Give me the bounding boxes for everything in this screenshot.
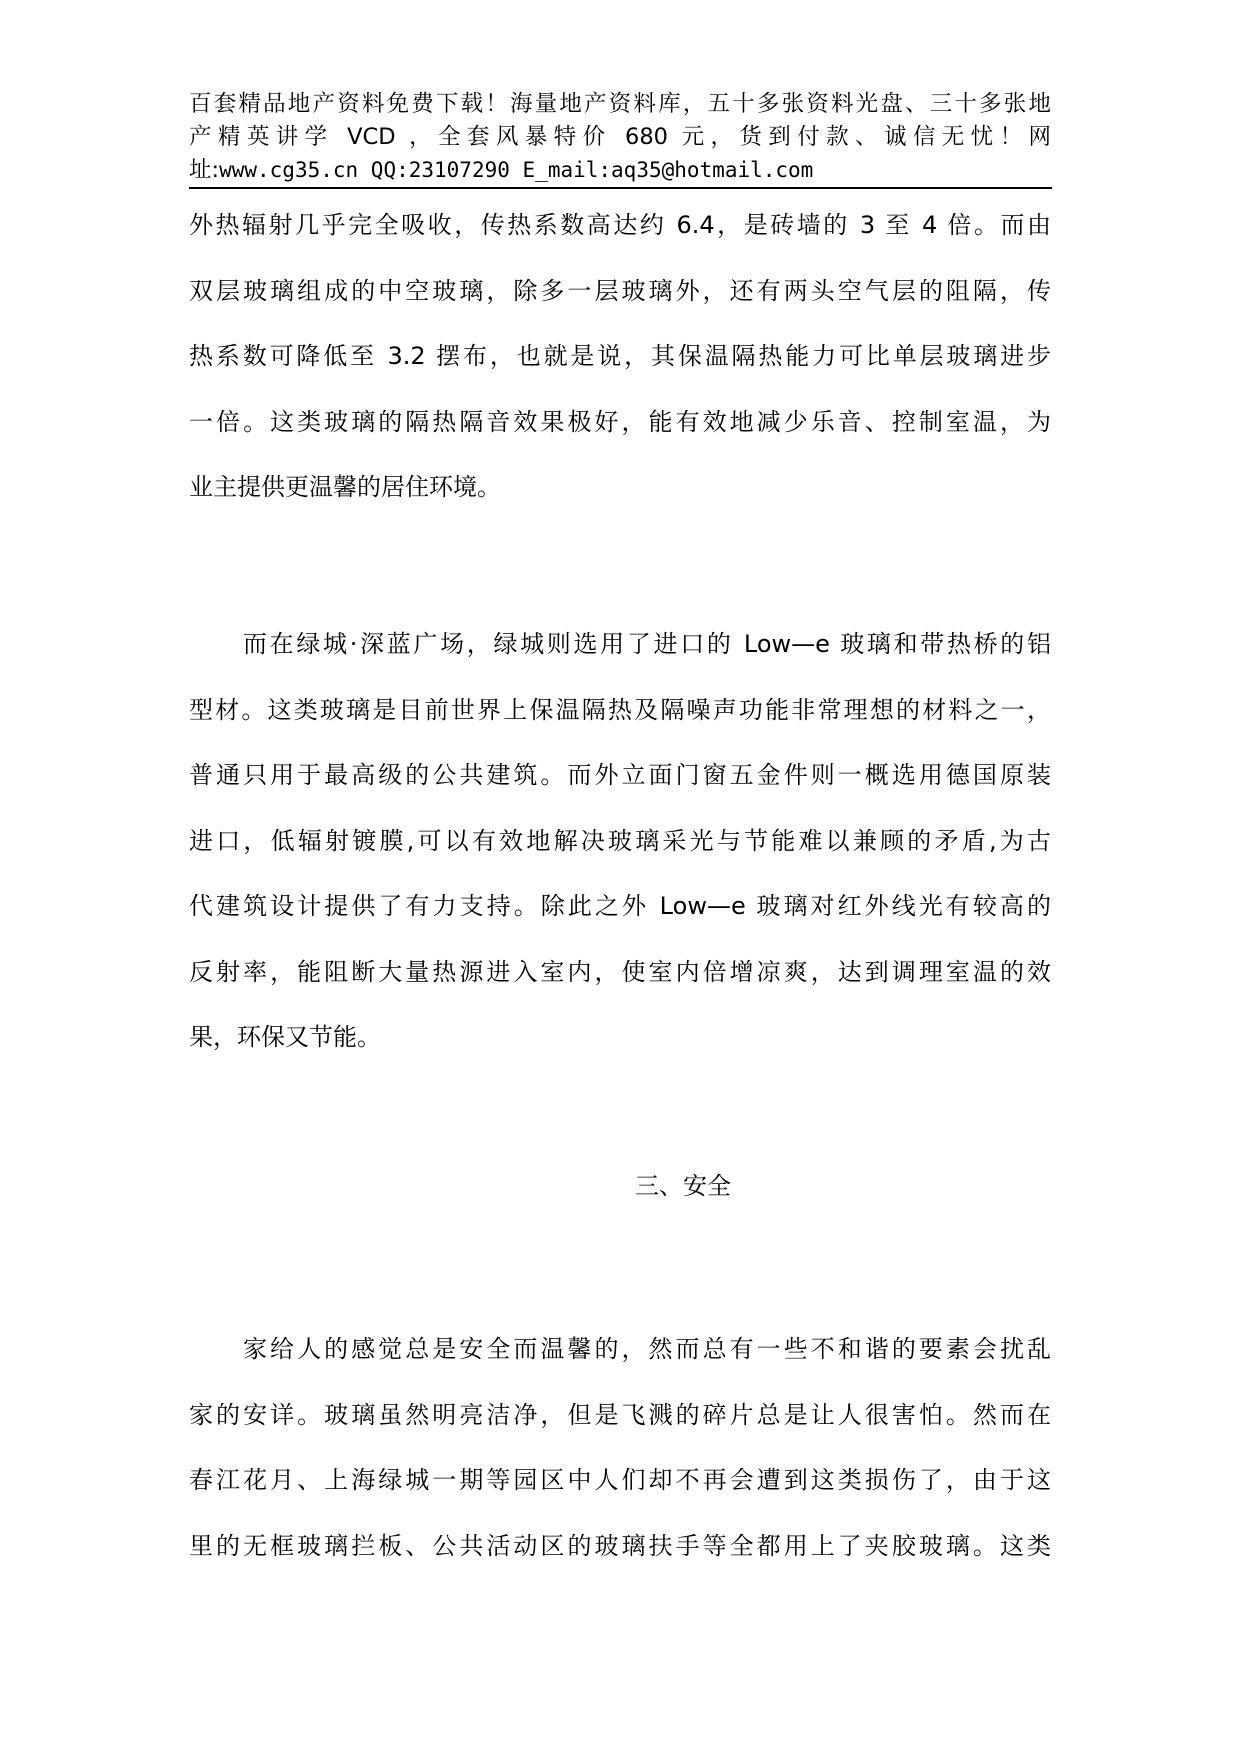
paragraph-line: 业主提供更温馨的居住环境。 — [189, 473, 501, 501]
paragraph-line: 家的安详。玻璃虽然明亮洁净，但是飞溅的碎片总是让人很害怕。然而在 — [189, 1400, 1051, 1429]
section-heading: 三、安全 — [635, 1172, 731, 1200]
paragraph-line: 果，环保又节能。 — [189, 1023, 381, 1051]
paragraph-line: 热系数可降低至 3.2 摆布，也就是说，其保温隔热能力可比单层玻璃进步 — [189, 342, 1051, 370]
paragraph-line: 而在绿城·深蓝广场，绿城则选用了进口的 Low—e 玻璃和带热桥的铝 — [243, 630, 1051, 658]
header-contact-info: www.cg35.cn QQ:23107290 E_mail:aq35@hotmail.com — [219, 158, 814, 182]
paragraph-line: 双层玻璃组成的中空玻璃，除多一层玻璃外，还有两头空气层的阻隔，传 — [189, 276, 1051, 305]
paragraph-3 — [189, 1317, 1051, 1579]
paragraph-line: 代建筑设计提供了有力支持。除此之外 Low—e 玻璃对红外线光有较高的 — [189, 892, 1051, 920]
paragraph-line: 反射率，能阻断大量热源进入室内，使室内倍增凉爽，达到调理室温的效 — [189, 957, 1051, 986]
paragraph-line: 型材。这类玻璃是目前世界上保温隔热及隔噪声功能非常理想的材料之一， — [189, 695, 1051, 724]
paragraph-line: 一倍。这类玻璃的隔热隔音效果极好，能有效地减少乐音、控制室温，为 — [189, 407, 1051, 436]
paragraph-2 — [189, 612, 1051, 1071]
header-line-2: 产精英讲学 VCD ，全套风暴特价 680 元，货到付款、诚信无忧！网 — [189, 124, 1051, 150]
paragraph-line: 进口，低辐射镀膜,可以有效地解决玻璃采光与节能难以兼顾的矛盾,为古 — [189, 826, 1051, 855]
paragraph-line: 外热辐射几乎完全吸收，传热系数高达约 6.4，是砖墙的 3 至 4 倍。而由 — [189, 211, 1051, 239]
paragraph-line: 里的无框玻璃拦板、公共活动区的玻璃扶手等全都用上了夹胶玻璃。这类 — [189, 1531, 1051, 1560]
paragraph-line: 家给人的感觉总是安全而温馨的，然而总有一些不和谐的要素会扰乱 — [243, 1335, 1051, 1363]
header-url-label: 址: — [189, 157, 220, 183]
paragraph-1 — [189, 193, 1051, 521]
header-line-3 — [189, 154, 1051, 187]
paragraph-line: 春江花月、上海绿城一期等园区中人们却不再会遭到这类损伤了，由于这 — [189, 1466, 1051, 1494]
header-divider — [189, 187, 1052, 189]
paragraph-line: 普通只用于最高级的公共建筑。而外立面门窗五金件则一概选用德国原装 — [189, 761, 1051, 789]
page-header — [189, 88, 1051, 187]
header-line-1: 百套精品地产资料免费下载！海量地产资料库，五十多张资料光盘、三十多张地 — [189, 91, 1051, 117]
